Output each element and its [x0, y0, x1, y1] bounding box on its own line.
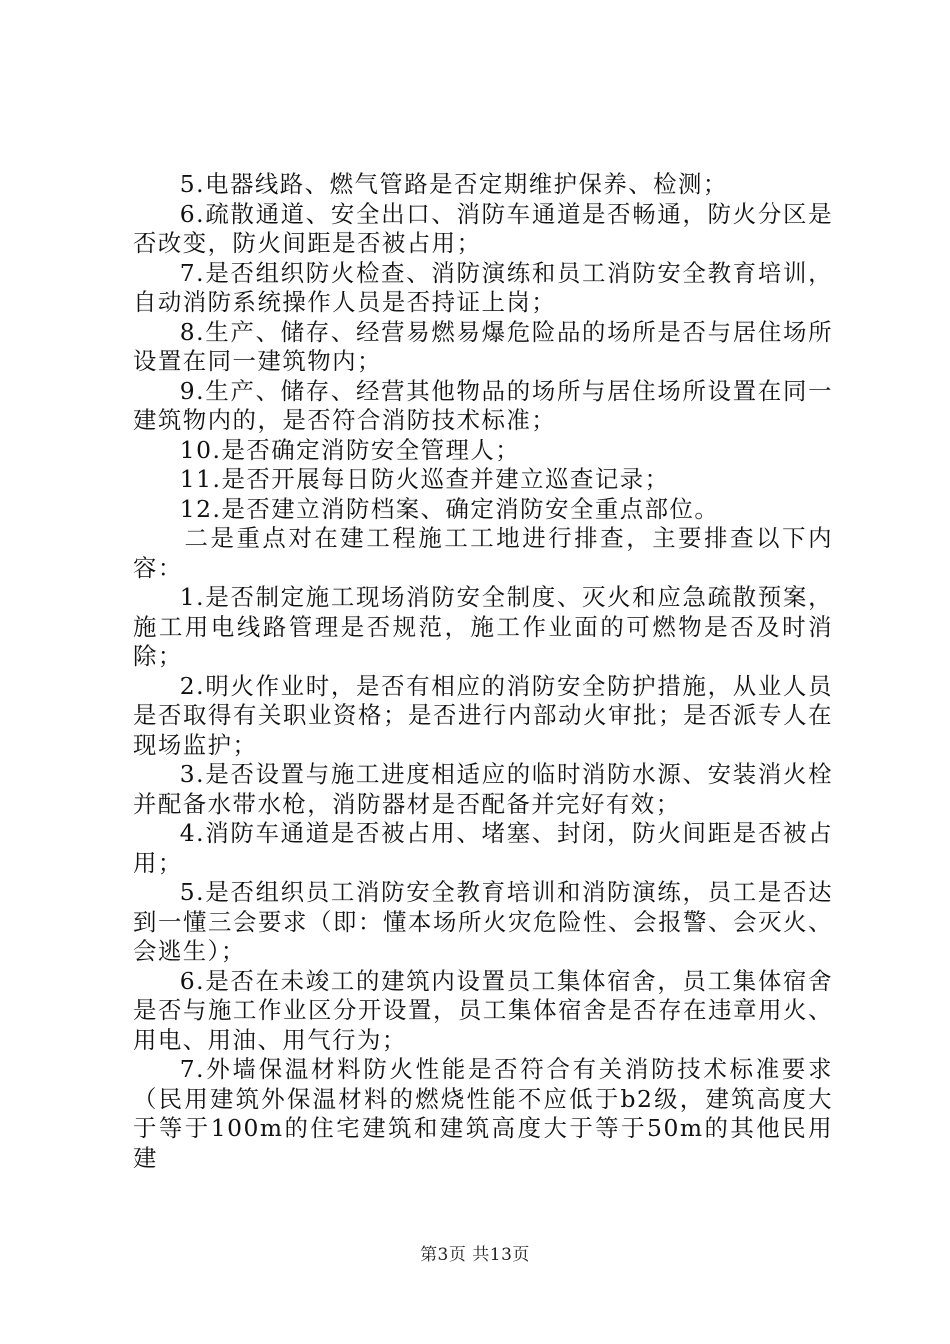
- paragraph: 7.外墙保温材料防火性能是否符合有关消防技术标准要求（民用建筑外保温材料的燃烧性能不应低于b2级，建筑高度大于等于100m的住宅建筑和建筑高度大于等于50m的其他民用建: [133, 1055, 833, 1172]
- paragraph: 5.是否组织员工消防安全教育培训和消防演练，员工是否达到一懂三会要求（即：懂本场所火灾危险性、会报警、会灭火、会逃生）；: [133, 878, 833, 965]
- paragraph: 2.明火作业时，是否有相应的消防安全防护措施，从业人员是否取得有关职业资格；是否进行内部动火审批；是否派专人在现场监护；: [133, 671, 833, 759]
- document-body: [133, 170, 833, 1173]
- paragraph: 7.是否组织防火检查、消防演练和员工消防安全教育培训，自动消防系统操作人员是否持证上岗；: [133, 258, 833, 316]
- paragraph: 10.是否确定消防安全管理人；: [179, 435, 521, 464]
- paragraph: 6.疏散通道、安全出口、消防车通道是否畅通，防火分区是否改变，防火间距是否被占用；: [133, 199, 833, 257]
- paragraph: 11.是否开展每日防火巡查并建立巡查记录；: [179, 465, 670, 493]
- page-number-footer: 第3页 共13页: [420, 1245, 530, 1265]
- paragraph: 3.是否设置与施工进度相适应的临时消防水源、安装消火栓并配备水带水枪，消防器材是否配备并完好有效；: [133, 760, 833, 818]
- section-intro-paragraph: 二是重点对在建工程施工工地进行排查，主要排查以下内容：: [133, 524, 833, 582]
- paragraph: 4.消防车通道是否被占用、堵塞、封闭，防火间距是否被占用；: [133, 819, 833, 877]
- paragraph: 12.是否建立消防档案、确定消防安全重点部位。: [179, 494, 720, 523]
- paragraph: 8.生产、储存、经营易燃易爆危险品的场所是否与居住场所设置在同一建筑物内；: [133, 317, 833, 375]
- paragraph: 6.是否在未竣工的建筑内设置员工集体宿舍，员工集体宿舍是否与施工作业区分开设置，员工集体宿舍是否存在违章用火、用电、用油、用气行为；: [133, 966, 833, 1054]
- paragraph: 1.是否制定施工现场消防安全制度、灭火和应急疏散预案，施工用电线路管理是否规范，施工作业面的可燃物是否及时消除；: [133, 583, 833, 670]
- paragraph: 9.生产、储存、经营其他物品的场所与居住场所设置在同一建筑物内的，是否符合消防技术标准；: [133, 376, 833, 434]
- paragraph: 5.电器线路、燃气管路是否定期维护保养、检测；: [179, 170, 728, 198]
